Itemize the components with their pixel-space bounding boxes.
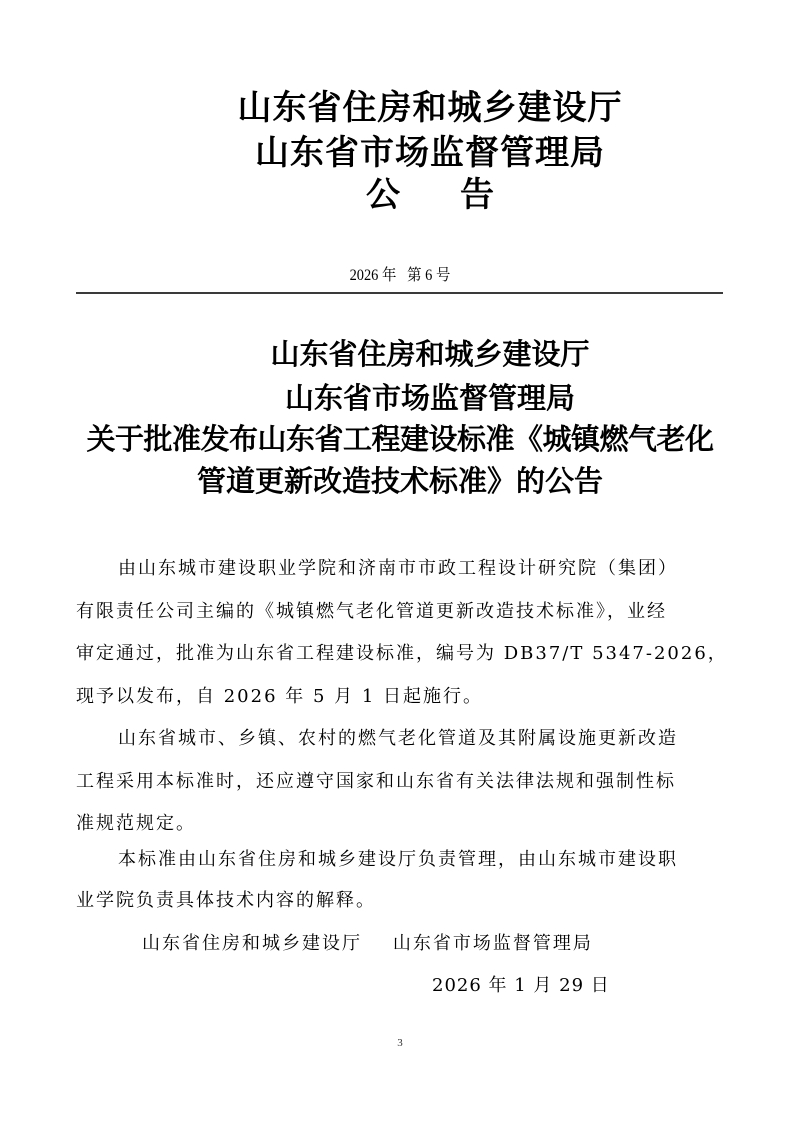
body-paragraph-2-line-1: 山东省城市、乡镇、农村的燃气老化管道及其附属设施更新改造 (118, 728, 678, 749)
doc-type-char-1: 公 (366, 175, 400, 215)
page-number: 3 (397, 1037, 403, 1049)
body-paragraph-2-line-3: 准规范规定。 (76, 813, 196, 834)
body-paragraph-1-line-3: 审定通过，批准为山东省工程建设标准，编号为 DB37/T 5347-2026， (76, 643, 728, 664)
document-number: 2026 年 第 6 号 (349, 267, 451, 284)
body-paragraph-2-line-2: 工程采用本标准时，还应遵守国家和山东省有关法律法规和强制性标 (76, 771, 676, 792)
body-paragraph-3-line-2: 业学院负责具体技术内容的解释。 (76, 890, 376, 911)
notice-title-line-2: 山东省市场监督管理局 (284, 381, 575, 415)
header-divider (76, 292, 723, 294)
notice-title-line-4: 管道更新改造技术标准》的公告 (196, 464, 603, 498)
signature-date: 2026 年 1 月 29 日 (432, 975, 610, 996)
body-paragraph-1-line-1: 由山东城市建设职业学院和济南市市政工程设计研究院（集团） (118, 558, 678, 579)
signature-issuers: 山东省住房和城乡建设厅 山东省市场监督管理局 (142, 933, 593, 954)
issuer-heading-market: 山东省市场监督管理局 (255, 133, 605, 173)
doc-type-heading (30, 175, 800, 215)
issuer-heading-housing: 山东省住房和城乡建设厅 (237, 88, 623, 128)
body-paragraph-1-line-4: 现予以发布，自 2026 年 5 月 1 日起施行。 (76, 686, 484, 707)
body-paragraph-1-line-2: 有限责任公司主编的《城镇燃气老化管道更新改造技术标准》，业经 (76, 601, 667, 622)
body-paragraph-3-line-1: 本标准由山东省住房和城乡建设厅负责管理，由山东城市建设职 (118, 849, 678, 870)
notice-title-line-1: 山东省住房和城乡建设厅 (270, 337, 590, 371)
notice-title-line-3: 关于批准发布山东省工程建设标准《城镇燃气老化 (86, 422, 714, 456)
doc-type-char-2: 告 (460, 175, 494, 215)
